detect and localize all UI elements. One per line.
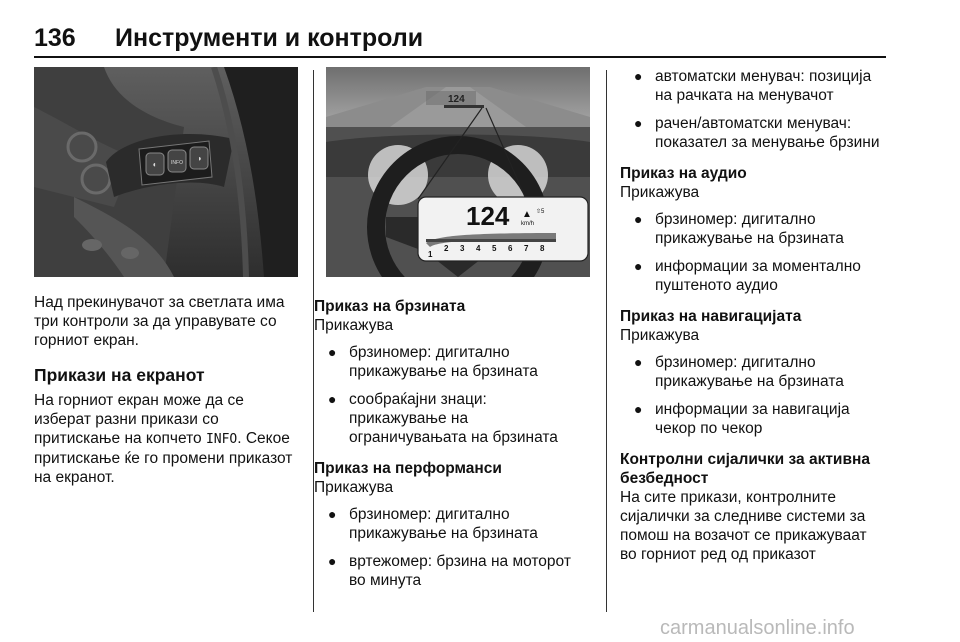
svg-text:3: 3: [460, 244, 465, 253]
hud-top-speed: 124: [448, 94, 465, 105]
list-item: ● информации за моментално пуштеното аудио: [634, 258, 861, 294]
hud-dim-icon: ◐: [152, 160, 158, 169]
header-rule: [34, 56, 886, 58]
hud-speed-unit: km/h: [521, 221, 535, 227]
body-line: изберат разни прикази со: [34, 411, 219, 428]
column-2-text: [314, 297, 602, 599]
list-item: ● автоматски менувач: позиција на рачката на менувачот: [634, 68, 872, 104]
body-line: во горниот ред од приказот: [620, 546, 816, 563]
caption-line: три контроли за да управувате со: [34, 313, 277, 330]
page-number: 136: [34, 24, 76, 52]
svg-text:7: 7: [524, 244, 529, 253]
svg-text:▲: ▲: [522, 209, 532, 220]
svg-text:4: 4: [476, 244, 481, 253]
hud-speed-value: 124: [466, 201, 510, 231]
column-3-text: [620, 67, 895, 564]
svg-text:5: 5: [492, 244, 497, 253]
section-heading-performance: Приказ на перформанси: [314, 460, 502, 477]
column-divider-2: [606, 70, 607, 612]
section-intro: Прикажува: [314, 317, 394, 334]
body-line: сијалички за следниве системи за: [620, 508, 866, 525]
list-item: ● рачен/автоматски менувач: показател за менување брзини: [634, 115, 880, 151]
section-intro: Прикажува: [620, 184, 700, 201]
section-heading-audio: Приказ на аудио: [620, 165, 747, 182]
hud-bright-icon: ◑: [196, 154, 202, 163]
section-heading-navigation: Приказ на навигацијата: [620, 308, 802, 325]
section-heading-safety-lights: Контролни сијалички за активна: [620, 451, 870, 468]
list-item: ● брзиномер: дигитално прикажување на брзината: [634, 211, 844, 247]
page-title: Инструменти и контроли: [115, 24, 424, 52]
caption-line: Над прекинувачот за светлата има: [34, 294, 285, 311]
section-intro: Прикажува: [620, 327, 700, 344]
list-item: ● вртежомер: брзина на моторот во минута: [328, 553, 571, 589]
body-line: притискање ќе го промени приказот: [34, 450, 293, 467]
section-intro: Прикажува: [314, 479, 394, 496]
caption-line: горниот екран.: [34, 332, 139, 349]
list-item: ● сообраќајни знаци: прикажување на ограничувањата на брзината: [328, 391, 558, 446]
light-switch-illustration: [34, 67, 298, 277]
svg-text:6: 6: [508, 244, 513, 253]
list-item: ● информации за навигација чекор по чекор: [634, 401, 850, 437]
list-item: ● брзиномер: дигитално прикажување на брзината: [634, 354, 844, 390]
section-heading-safety-lights-cont: безбедност: [620, 470, 709, 487]
body-line: на екранот.: [34, 469, 115, 486]
section-heading-speed: Приказ на брзината: [314, 298, 466, 315]
body-line: На сите прикази, контролните: [620, 489, 836, 506]
list-item: ● брзиномер: дигитално прикажување на брзината: [328, 506, 538, 542]
footer-watermark[interactable]: carmanualsonline.info: [660, 617, 855, 639]
list-item: ● брзиномер: дигитално прикажување на брзината: [328, 344, 538, 380]
hud-illustration: [326, 67, 590, 277]
column-1-text: [34, 293, 304, 487]
info-button-label: INFO: [171, 160, 183, 166]
info-button-symbol: INFO: [205, 432, 238, 447]
body-line: притискање на копчето INFO. Секое: [34, 430, 290, 447]
body-line: На горниот екран може да се: [34, 392, 244, 409]
svg-text:1: 1: [428, 250, 433, 259]
svg-text:8: 8: [540, 244, 545, 253]
body-line: помош на возачот се прикажуваат: [620, 527, 867, 544]
hud-gear-indicator: ⇧5: [536, 209, 545, 215]
svg-text:2: 2: [444, 244, 449, 253]
section-heading-screen-displays: Прикази на екранот: [34, 365, 205, 385]
